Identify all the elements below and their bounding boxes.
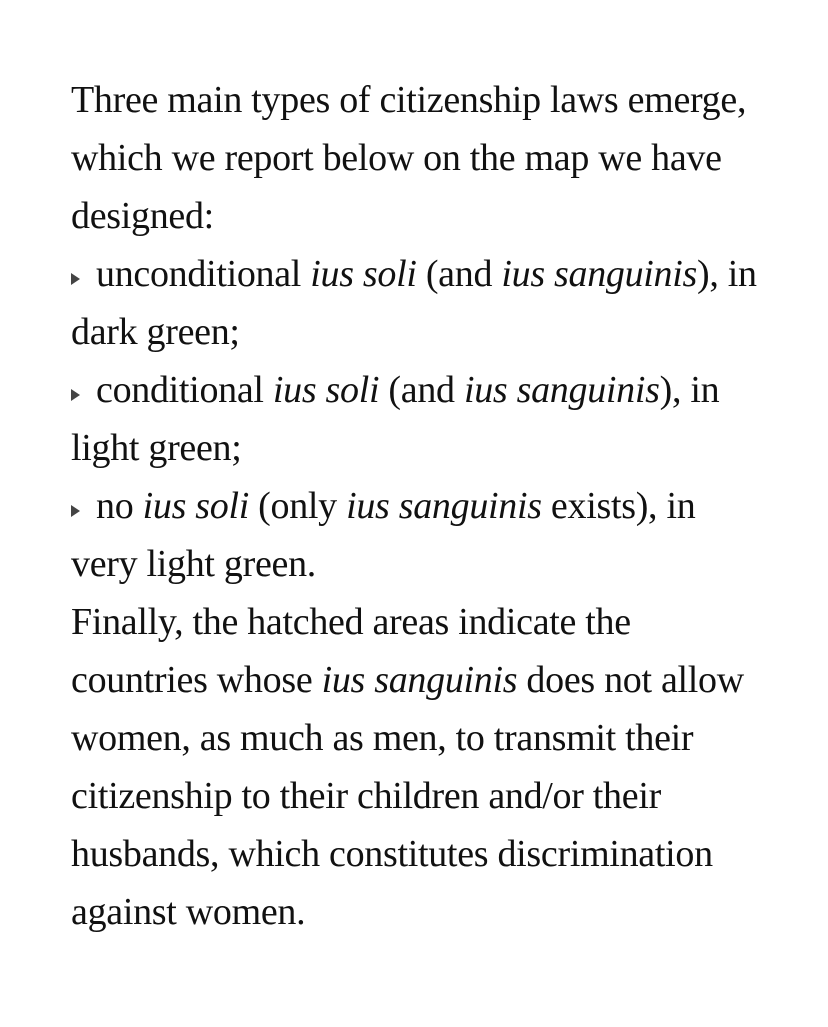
list-item-text: unconditional ius soli (and ius sanguinis), in dark green; (71, 253, 757, 353)
article-body (71, 71, 761, 941)
triangle-right-icon (71, 505, 80, 517)
triangle-right-icon (71, 273, 80, 285)
list-item-unconditional (71, 245, 761, 361)
list-item-text: no ius soli (only ius sanguinis exists), in very light green. (71, 485, 696, 585)
list-item-conditional (71, 361, 761, 477)
list-item-no-ius-soli (71, 477, 761, 593)
list-item-text: conditional ius soli (and ius sanguinis), in light green; (71, 369, 720, 469)
triangle-right-icon (71, 389, 80, 401)
intro-paragraph: Three main types of citizenship laws emerge, which we report below on the map we have designed: (71, 79, 747, 237)
citizenship-law-list (71, 245, 761, 593)
closing-paragraph: Finally, the hatched areas indicate the countries whose ius sanguinis does not allow women, as much as men, to transmit their citizenship to their children and/or their husbands, which constitutes discrimination against women. (71, 601, 744, 933)
